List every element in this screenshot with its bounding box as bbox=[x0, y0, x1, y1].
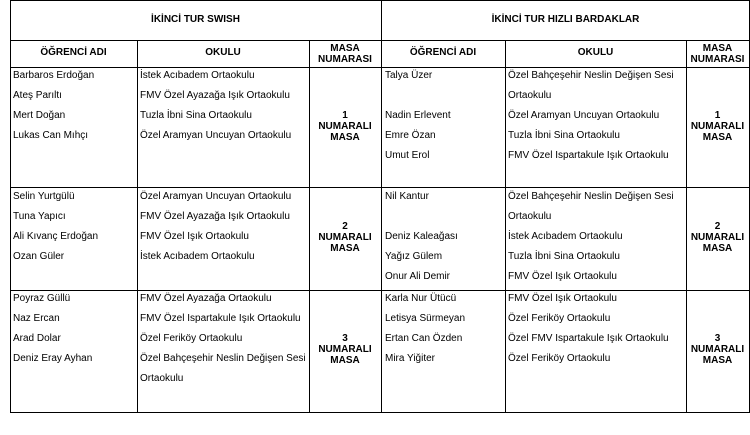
school-name: İstek Acıbadem Ortaokulu bbox=[508, 231, 623, 242]
school-name: FMV Özel Işık Ortaokulu bbox=[508, 293, 617, 304]
student-name: Arad Dolar bbox=[13, 333, 61, 344]
school-name: Özel Feriköy Ortaokulu bbox=[508, 353, 611, 364]
school-name: Özel FMV Ispartakule Işık Ortaokulu bbox=[508, 333, 669, 344]
col-table-left bbox=[309, 43, 381, 65]
student-name: Emre Özan bbox=[385, 130, 436, 141]
school-name: Tuzla İbni Sina Ortaokulu bbox=[140, 110, 252, 121]
student-name: Naz Ercan bbox=[13, 313, 60, 324]
col-school-left: OKULU bbox=[205, 47, 241, 58]
col-table-line1: MASA bbox=[330, 43, 360, 54]
table-number-digit: 3 bbox=[714, 333, 721, 344]
school-name: FMV Özel Işık Ortaokulu bbox=[140, 231, 249, 242]
table-number bbox=[309, 221, 381, 254]
table-number bbox=[686, 221, 749, 254]
results-table bbox=[10, 0, 750, 413]
student-name: Deniz Eray Ayhan bbox=[13, 353, 93, 364]
table-number-label: MASA bbox=[702, 243, 733, 254]
school-name: Özel Bahçeşehir Neslin Değişen Sesi bbox=[508, 70, 674, 81]
student-name: Ateş Parıltı bbox=[13, 90, 62, 101]
col-table-right bbox=[686, 43, 749, 65]
table-number-label: MASA bbox=[702, 355, 733, 366]
student-name: Talya Üzer bbox=[385, 70, 433, 81]
col-table-line2: NUMARASI bbox=[318, 54, 372, 65]
student-name: Onur Ali Demir bbox=[385, 271, 451, 282]
table-number-word: NUMARALI bbox=[690, 232, 745, 243]
table-number-word: NUMARALI bbox=[318, 232, 372, 243]
border-top bbox=[10, 0, 750, 1]
school-name: Özel Feriköy Ortaokulu bbox=[508, 313, 611, 324]
divider bbox=[10, 67, 750, 68]
divider bbox=[10, 187, 750, 188]
table-number-digit: 2 bbox=[342, 221, 348, 232]
table-number-label: MASA bbox=[330, 355, 360, 366]
student-name: Poyraz Güllü bbox=[13, 293, 71, 304]
student-name: Mira Yiğiter bbox=[385, 353, 436, 364]
table-number bbox=[686, 110, 749, 143]
table-number bbox=[309, 333, 381, 366]
student-name: Umut Erol bbox=[385, 150, 430, 161]
student-name: Lukas Can Mıhçı bbox=[13, 130, 89, 141]
student-name: Tuna Yapıcı bbox=[13, 211, 66, 222]
divider bbox=[10, 290, 750, 291]
divider bbox=[505, 40, 506, 413]
table-number-digit: 2 bbox=[714, 221, 721, 232]
student-name: Ertan Can Özden bbox=[385, 333, 463, 344]
left-title: İKİNCİ TUR SWISH bbox=[151, 14, 240, 25]
school-name: Ortaokulu bbox=[508, 211, 552, 222]
school-name: FMV Özel Işık Ortaokulu bbox=[508, 271, 617, 282]
divider bbox=[137, 40, 138, 413]
col-student-left: ÖĞRENCİ ADI bbox=[40, 47, 107, 58]
school-name: Özel Aramyan Uncuyan Ortaokulu bbox=[140, 130, 292, 141]
col-table-line2: NUMARASI bbox=[690, 54, 745, 65]
student-name: Yağız Gülem bbox=[385, 251, 443, 262]
student-name: Ali Kıvanç Erdoğan bbox=[13, 231, 99, 242]
school-name: FMV Özel Ispartakule Işık Ortaokulu bbox=[140, 313, 301, 324]
table-number bbox=[686, 333, 749, 366]
student-name: Selin Yurtgülü bbox=[13, 191, 75, 202]
table-number-digit: 3 bbox=[342, 333, 348, 344]
table-number-label: MASA bbox=[330, 243, 360, 254]
student-name: Ozan Güler bbox=[13, 251, 65, 262]
school-name: İstek Acıbadem Ortaokulu bbox=[140, 70, 255, 81]
col-school-right: OKULU bbox=[577, 47, 614, 58]
student-name: Barbaros Erdoğan bbox=[13, 70, 95, 81]
table-number-word: NUMARALI bbox=[318, 344, 372, 355]
table-number-word: NUMARALI bbox=[318, 121, 372, 132]
school-name: Özel Bahçeşehir Neslin Değişen Sesi bbox=[508, 191, 674, 202]
school-name: Özel Feriköy Ortaokulu bbox=[140, 333, 243, 344]
table-number bbox=[309, 110, 381, 143]
divider bbox=[10, 40, 750, 41]
school-name: FMV Özel Ayazağa Işık Ortaokulu bbox=[140, 211, 290, 222]
student-name: Karla Nur Ütücü bbox=[385, 293, 457, 304]
table-number-word: NUMARALI bbox=[690, 344, 745, 355]
table-number-digit: 1 bbox=[342, 110, 348, 121]
student-name: Nil Kantur bbox=[385, 191, 429, 202]
school-name: Tuzla İbni Sina Ortaokulu bbox=[508, 251, 620, 262]
school-name: Ortaokulu bbox=[508, 90, 552, 101]
school-name: FMV Özel Ispartakule Işık Ortaokulu bbox=[508, 150, 669, 161]
table-number-label: MASA bbox=[330, 132, 360, 143]
school-name: İstek Acıbadem Ortaokulu bbox=[140, 251, 255, 262]
table-number-word: NUMARALI bbox=[690, 121, 745, 132]
col-student-right: ÖĞRENCİ ADI bbox=[409, 47, 477, 58]
border-bottom bbox=[10, 412, 750, 413]
school-name: Özel Aramyan Uncuyan Ortaokulu bbox=[508, 110, 660, 121]
school-name: Özel Bahçeşehir Neslin Değişen Sesi bbox=[140, 353, 306, 364]
table-number-digit: 1 bbox=[714, 110, 721, 121]
student-name: Letisya Sürmeyan bbox=[385, 313, 466, 324]
student-name: Deniz Kaleağası bbox=[385, 231, 458, 242]
school-name: FMV Özel Ayazağa Işık Ortaokulu bbox=[140, 90, 290, 101]
right-title: İKİNCİ TUR HIZLI BARDAKLAR bbox=[491, 14, 640, 25]
school-name: Ortaokulu bbox=[140, 373, 184, 384]
col-table-line1: MASA bbox=[702, 43, 733, 54]
student-name: Mert Doğan bbox=[13, 110, 66, 121]
school-name: FMV Özel Ayazağa Ortaokulu bbox=[140, 293, 272, 304]
school-name: Tuzla İbni Sina Ortaokulu bbox=[508, 130, 620, 141]
student-name: Nadin Erlevent bbox=[385, 110, 451, 121]
school-name: Özel Aramyan Uncuyan Ortaokulu bbox=[140, 191, 292, 202]
table-number-label: MASA bbox=[702, 132, 733, 143]
